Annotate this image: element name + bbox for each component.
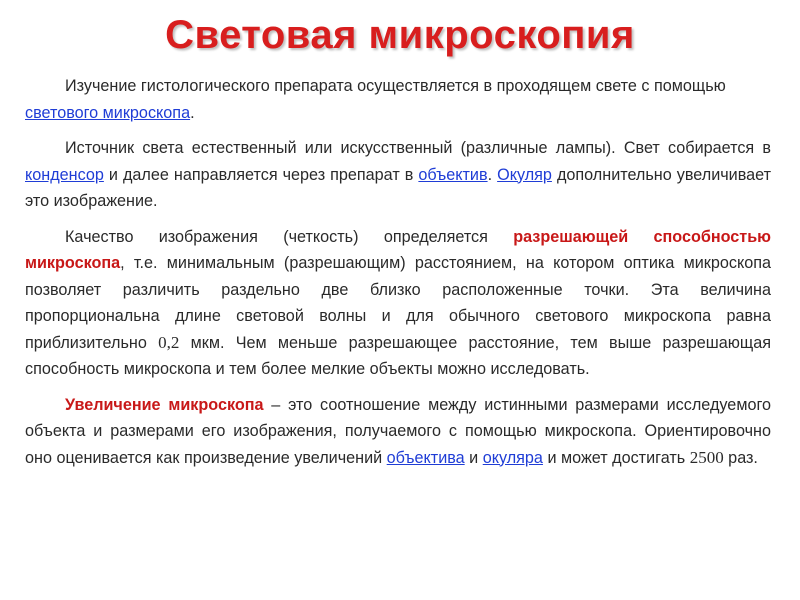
paragraph-text: Источник света естественный или искусственный (различные лампы). Свет собирается в [65, 139, 771, 157]
paragraph-text: – это соотношение между истинными размерами исследуемого объекта и размерами его изображения, получаемого с помощью микроскопа. Ориентировочно оно оценивается как произведение увеличений [25, 395, 771, 467]
paragraph-text: и далее направляется через препарат в [103, 165, 419, 184]
paragraph-method [25, 73, 771, 126]
highlight-magnification: Увеличение микроскопа [65, 395, 264, 414]
paragraph-text: , т.е. минимальным (разрешающим) расстоянием, на котором оптика микроскопа позволяет различить раздельно две близко расположенные точки. Эта величина пропорциональна длине световой волны и для обычного светового микроскопа равна приблизительно [25, 254, 771, 352]
paragraph-text: раз. [723, 448, 758, 467]
resolution-value: 0,2 [158, 332, 180, 352]
highlight-resolving-power: разрешающей способностью микроскопа [25, 227, 771, 272]
paragraph-text: дополнительно увеличивает это изображение. [25, 165, 772, 210]
paragraph-text: Качество изображения (четкость) определяется [65, 227, 514, 246]
magnification-value: 2500 [689, 447, 724, 467]
link-condenser[interactable]: конденсор [25, 165, 104, 184]
paragraph-magnification [25, 392, 771, 472]
paragraph-text: Изучение гистологического препарата осуществляется в проходящем свете с помощью [65, 77, 726, 95]
paragraph-text: . [487, 165, 498, 184]
link-light-microscope[interactable]: светового микроскопа [25, 103, 191, 122]
paragraph-resolution [25, 224, 771, 383]
paragraph-text: и может достигать [542, 448, 690, 467]
paragraph-text: мкм. Чем меньше разрешающее расстояние, тем выше разрешающая способность микроскопа и тем более мелкие объекты можно исследовать. [25, 333, 771, 378]
page-title: Световая микроскопия [165, 13, 635, 57]
link-objective[interactable]: объектив [418, 165, 488, 184]
link-eyepiece[interactable]: Окуляр [497, 165, 552, 184]
paragraph-text: . [190, 103, 195, 122]
paragraph-light-source [25, 135, 771, 215]
link-objective-genitive[interactable]: объектива [386, 448, 465, 467]
slide-body [25, 73, 771, 480]
paragraph-text: и [464, 448, 483, 467]
link-eyepiece-genitive[interactable]: окуляра [482, 448, 543, 467]
